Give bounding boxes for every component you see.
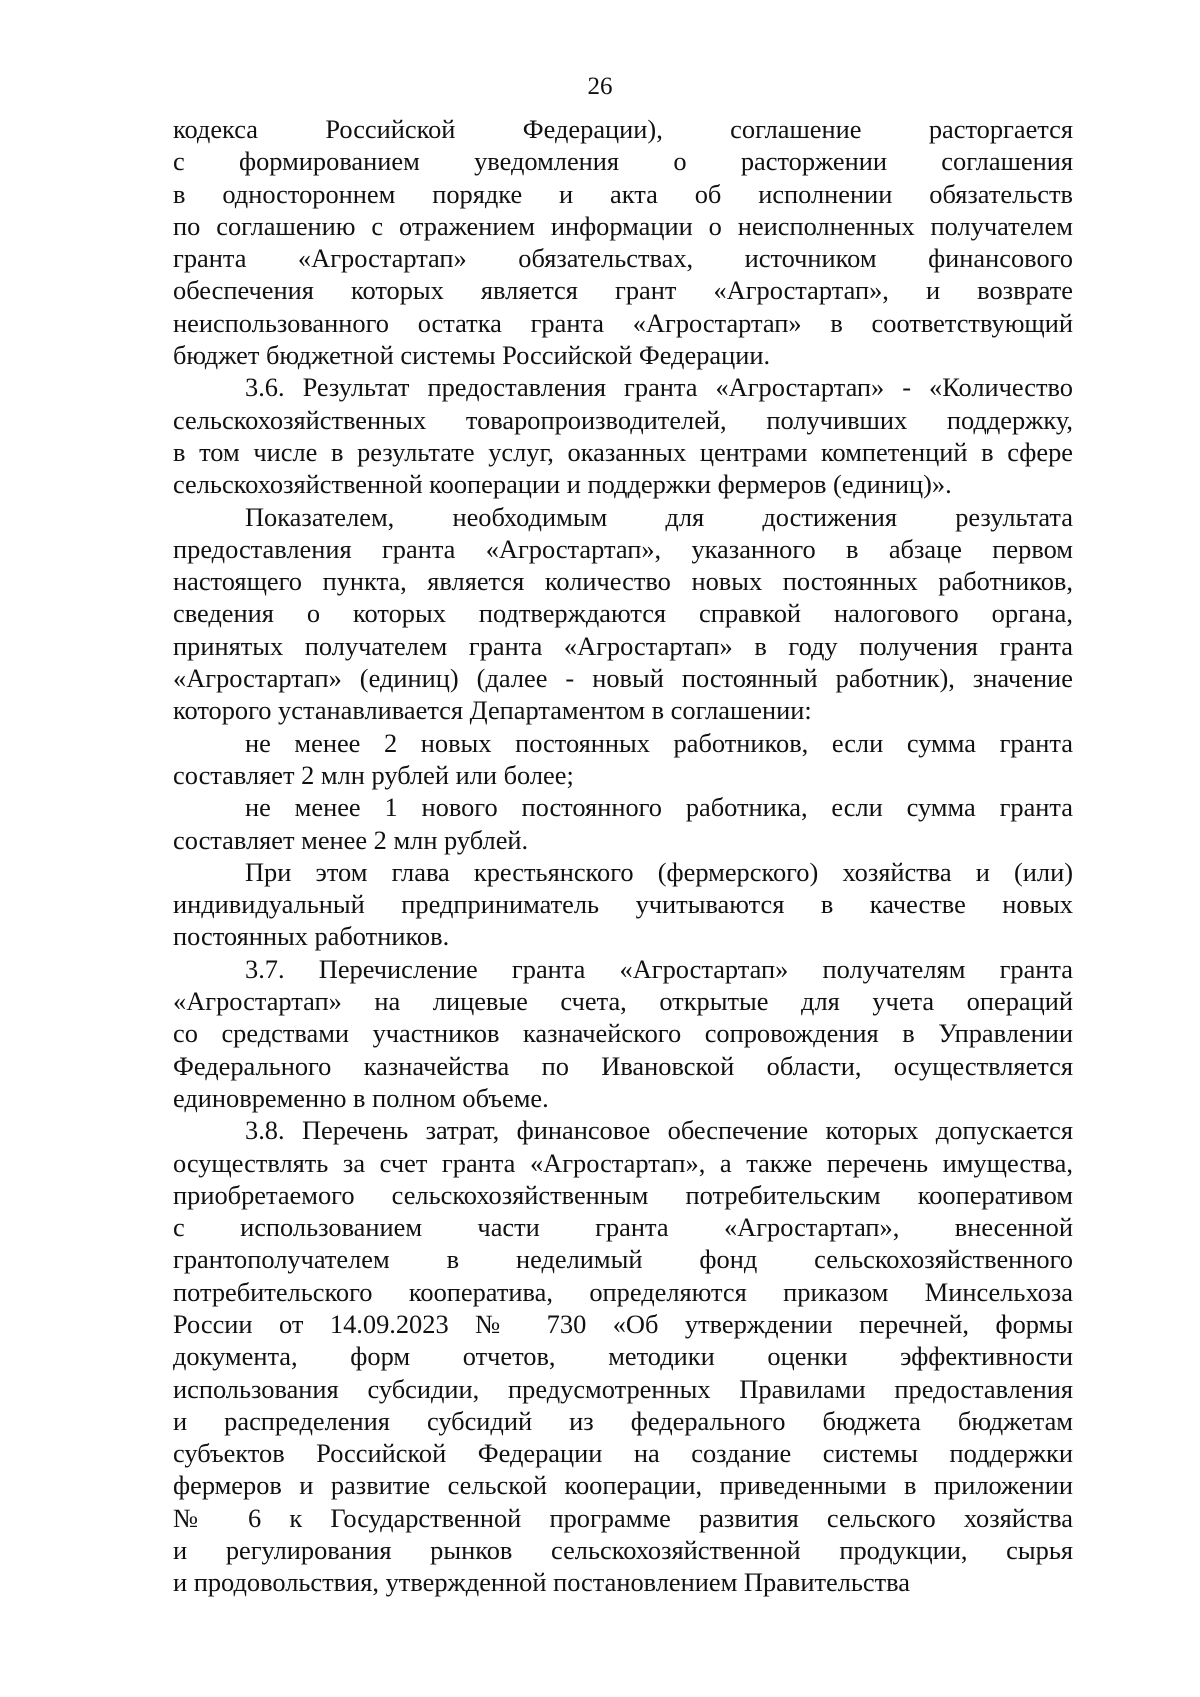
text-line: которого устанавливается Департаментом в соглашении: xyxy=(173,695,812,726)
text-line: с формированием уведомления о расторжении соглашения xyxy=(173,146,1073,177)
text-line: осуществлять за счет гранта «Агростартап», а также перечень имущества, xyxy=(173,1147,1073,1178)
text-line: сельскохозяйственной кооперации и поддержки фермеров (единиц)». xyxy=(173,469,952,500)
text-line: и продовольствия, утвержденной постановлением Правительства xyxy=(173,1567,910,1598)
document-body xyxy=(173,113,1073,1599)
text-line: настоящего пункта, является количество новых постоянных работников, xyxy=(173,566,1073,597)
text-line: «Агростартап» (единиц) (далее - новый постоянный работник), значение xyxy=(173,663,1073,694)
text-line: кодекса Российской Федерации), соглашение расторгается xyxy=(173,114,1073,144)
text-line: и регулирования рынков сельскохозяйственной продукции, сырья xyxy=(173,1535,1073,1566)
text-line: При этом глава крестьянского (фермерского) хозяйства и (или) xyxy=(245,856,1073,887)
text-line: грантополучателем в неделимый фонд сельскохозяйственного xyxy=(173,1244,1073,1275)
text-line: бюджет бюджетной системы Российской Федерации. xyxy=(173,340,771,371)
page-number: 26 xyxy=(587,73,613,100)
paragraph xyxy=(173,1114,1073,1598)
text-line: неиспользованного остатка гранта «Агростартап» в соответствующий xyxy=(173,307,1073,338)
paragraph xyxy=(173,791,1073,856)
text-line: сведения о которых подтверждаются справкой налогового органа, xyxy=(173,598,1073,629)
text-line: не менее 1 нового постоянного работника, если сумма гранта xyxy=(245,792,1073,823)
text-line: по соглашению с отражением информации о неисполненных получателем xyxy=(173,210,1073,241)
text-line: субъектов Российской Федерации на создание системы поддержки xyxy=(173,1438,1073,1469)
text-line: составляет менее 2 млн рублей. xyxy=(173,824,529,855)
paragraph xyxy=(173,113,1073,371)
text-line: документа, форм отчетов, методики оценки эффективности xyxy=(173,1341,1073,1372)
text-line: № 6 к Государственной программе развития сельского хозяйства xyxy=(173,1502,1073,1533)
text-line: единовременно в полном объеме. xyxy=(173,1082,549,1113)
text-line: в одностороннем порядке и акта об исполнении обязательств xyxy=(173,178,1073,209)
text-line: принятых получателем гранта «Агростартап» в году получения гранта xyxy=(173,630,1073,661)
text-line: использования субсидии, предусмотренных Правилами предоставления xyxy=(173,1373,1073,1404)
text-line: составляет 2 млн рублей или более; xyxy=(173,759,574,790)
text-line: фермеров и развитие сельской кооперации, приведенными в приложении xyxy=(173,1470,1073,1501)
text-line: России от 14.09.2023 № 730 «Об утверждении перечней, формы xyxy=(173,1308,1073,1339)
text-line: сельскохозяйственных товаропроизводителей, получивших поддержку, xyxy=(173,404,1073,435)
text-line: не менее 2 новых постоянных работников, если сумма гранта xyxy=(245,727,1073,758)
text-line: 3.7. Перечисление гранта «Агростартап» получателям гранта xyxy=(245,953,1073,984)
text-line: предоставления гранта «Агростартап», указанного в абзаце первом xyxy=(173,533,1073,564)
text-line: приобретаемого сельскохозяйственным потребительским кооперативом xyxy=(173,1179,1073,1210)
text-line: 3.8. Перечень затрат, финансовое обеспечение которых допускается xyxy=(245,1115,1073,1146)
text-line: со средствами участников казначейского сопровождения в Управлении xyxy=(173,1018,1073,1049)
text-line: в том числе в результате услуг, оказанных центрами компетенций в сфере xyxy=(173,436,1073,467)
text-line: «Агростартап» на лицевые счета, открытые для учета операций xyxy=(173,986,1073,1017)
text-line: постоянных работников. xyxy=(173,921,450,952)
text-line: 3.6. Результат предоставления гранта «Агростартап» - «Количество xyxy=(245,372,1073,403)
paragraph xyxy=(173,501,1073,727)
text-line: индивидуальный предприниматель учитываются в качестве новых xyxy=(173,889,1073,920)
paragraph xyxy=(173,371,1073,500)
text-line: обеспечения которых является грант «Агростартап», и возврате xyxy=(173,275,1073,306)
text-line: с использованием части гранта «Агростартап», внесенной xyxy=(173,1212,1073,1243)
text-line: и распределения субсидий из федерального бюджета бюджетам xyxy=(173,1405,1073,1436)
text-line: гранта «Агростартап» обязательствах, источником финансового xyxy=(173,243,1073,274)
paragraph xyxy=(173,953,1073,1114)
text-line: Показателем, необходимым для достижения результата xyxy=(245,501,1073,532)
text-line: Федерального казначейства по Ивановской области, осуществляется xyxy=(173,1050,1073,1081)
paragraph xyxy=(173,727,1073,792)
text-line: потребительского кооператива, определяются приказом Минсельхоза xyxy=(173,1276,1073,1307)
paragraph xyxy=(173,856,1073,953)
